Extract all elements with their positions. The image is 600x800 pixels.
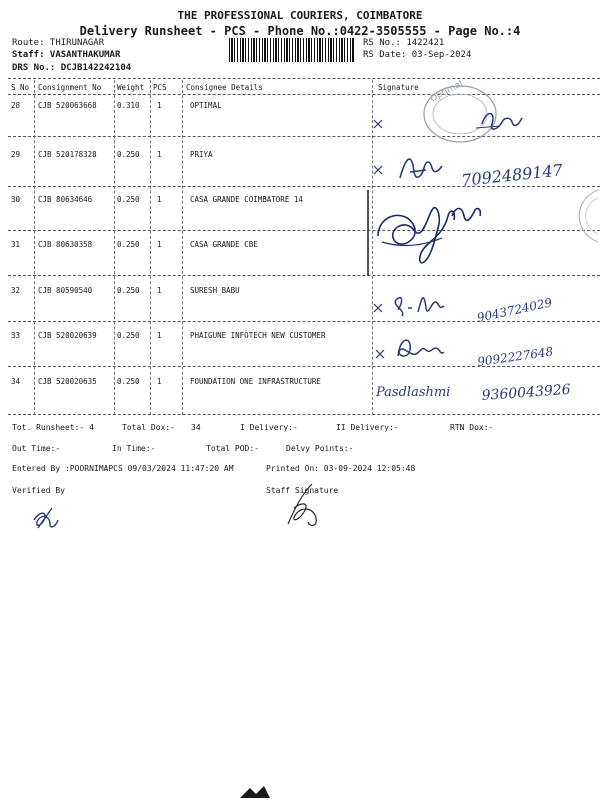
cell-sno: 31 bbox=[11, 240, 21, 249]
cell-pcs: 1 bbox=[157, 195, 162, 204]
column-divider bbox=[34, 80, 35, 415]
cell-consignment: CJB 80590540 bbox=[38, 286, 93, 295]
signature-row-29 bbox=[370, 146, 570, 191]
col-consignee: Consignee Details bbox=[186, 83, 263, 92]
delvy-points: Delvy Points:- bbox=[286, 444, 354, 453]
cell-consignee: SURESH BABU bbox=[190, 286, 240, 295]
cell-consignee: CASA GRANDE CBE bbox=[190, 240, 258, 249]
col-sno: S No bbox=[11, 83, 30, 92]
drs-number: DRS No.: DCJB142242104 bbox=[12, 63, 132, 73]
col-pcs: PCS bbox=[153, 83, 167, 92]
cell-pcs: 1 bbox=[157, 331, 162, 340]
cell-consignment: CJB 520020635 bbox=[38, 377, 97, 386]
tot-runsheet: Tot. Runsheet:- 4 bbox=[12, 423, 94, 432]
staff-signature-label: Staff Signature bbox=[266, 486, 339, 495]
in-time: In Time:- bbox=[112, 444, 156, 453]
cell-consignee: PHAIGUNE INFOTECH NEW CUSTOMER bbox=[190, 331, 326, 340]
phone-row-32: 9043724029 bbox=[475, 295, 554, 325]
cell-consignment: CJB 80634646 bbox=[38, 195, 93, 204]
cell-sno: 32 bbox=[11, 286, 21, 295]
phone-row-29: 7092489147 bbox=[460, 160, 564, 190]
cell-pcs: 1 bbox=[157, 150, 162, 159]
rs-date: RS Date: 03-Sep-2024 bbox=[363, 50, 472, 60]
rs-number: RS No.: 1422421 bbox=[363, 38, 445, 48]
cell-pcs: 1 bbox=[157, 286, 162, 295]
cell-weight: 0.250 bbox=[117, 377, 140, 386]
cell-weight: 0.250 bbox=[117, 240, 140, 249]
column-divider bbox=[114, 80, 115, 415]
table-header-rule bbox=[8, 94, 600, 95]
verified-by: Verified By bbox=[12, 486, 65, 495]
stamp-text: Optimal bbox=[428, 79, 465, 105]
cell-sno: 28 bbox=[11, 101, 21, 110]
name-row-34: Pasdlashmi bbox=[376, 385, 451, 400]
cell-pcs: 1 bbox=[157, 377, 162, 386]
cell-sno: 29 bbox=[11, 150, 21, 159]
total-dox-label: Total Dox:- bbox=[122, 423, 175, 432]
cell-weight: 0.310 bbox=[117, 101, 140, 110]
scan-mark bbox=[236, 780, 276, 800]
document-subtitle: Delivery Runsheet - PCS - Phone No.:0422-3505555 - Page No.:4 bbox=[79, 24, 521, 38]
cell-weight: 0.250 bbox=[117, 286, 140, 295]
column-divider bbox=[182, 80, 183, 415]
phone-row-34: 9360043926 bbox=[481, 381, 572, 404]
signature-row-34 bbox=[372, 374, 582, 408]
cell-weight: 0.250 bbox=[117, 331, 140, 340]
cell-sno: 34 bbox=[11, 377, 21, 386]
document-title: THE PROFESSIONAL COURIERS, COIMBATORE bbox=[177, 9, 423, 22]
col-weight: Weight bbox=[117, 83, 145, 92]
ii-delivery: II Delivery:- bbox=[336, 423, 399, 432]
cell-sno: 30 bbox=[11, 195, 21, 204]
cell-consignee: PRIYA bbox=[190, 150, 213, 159]
barcode bbox=[229, 38, 355, 62]
out-time: Out Time:- bbox=[12, 444, 61, 453]
i-delivery: I Delivery:- bbox=[240, 423, 298, 432]
cell-consignment: CJB 80630358 bbox=[38, 240, 93, 249]
cell-sno: 33 bbox=[11, 331, 21, 340]
row-divider bbox=[8, 230, 600, 231]
cell-weight: 0.250 bbox=[117, 195, 140, 204]
cell-consignment: CJB 520178328 bbox=[38, 150, 97, 159]
col-consignment: Consignment No bbox=[38, 83, 102, 92]
cell-weight: 0.250 bbox=[117, 150, 140, 159]
cell-consignment: CJB 520063668 bbox=[38, 101, 97, 110]
total-dox-value: 34 bbox=[191, 423, 201, 432]
table-top-rule bbox=[8, 78, 600, 79]
cell-consignment: CJB 520020639 bbox=[38, 331, 97, 340]
col-signature: Signature bbox=[378, 83, 419, 92]
table-bottom-rule bbox=[8, 414, 600, 415]
cell-pcs: 1 bbox=[157, 240, 162, 249]
row-divider bbox=[8, 275, 600, 276]
phone-row-33: 9092227648 bbox=[476, 344, 555, 369]
cell-pcs: 1 bbox=[157, 101, 162, 110]
signature-row-33 bbox=[370, 332, 580, 372]
route-label: Route: THIRUNAGAR bbox=[12, 38, 105, 48]
cell-consignee: CASA GRANDE COIMBATORE 14 bbox=[190, 195, 303, 204]
entered-by: Entered By :POORNIMAPCS 09/03/2024 11:47:20 AM bbox=[12, 464, 234, 473]
column-divider bbox=[150, 80, 151, 415]
staff-signature bbox=[280, 478, 340, 530]
signature-row-28 bbox=[370, 108, 530, 136]
verified-signature bbox=[28, 500, 64, 536]
cell-consignee: OPTIMAL bbox=[190, 101, 222, 110]
signature-row-30-31 bbox=[362, 186, 502, 278]
signature-row-32 bbox=[370, 286, 580, 326]
rtn-dox: RTN Dox:- bbox=[450, 423, 494, 432]
cell-consignee: FOUNDATION ONE INFRASTRUCTURE bbox=[190, 377, 321, 386]
row-divider bbox=[8, 136, 600, 137]
stamp-partial bbox=[548, 186, 600, 246]
printed-on: Printed On: 03-09-2024 12:05:48 bbox=[266, 464, 416, 473]
staff-label: Staff: VASANTHAKUMAR bbox=[12, 50, 121, 60]
total-pod: Total POD:- bbox=[206, 444, 259, 453]
